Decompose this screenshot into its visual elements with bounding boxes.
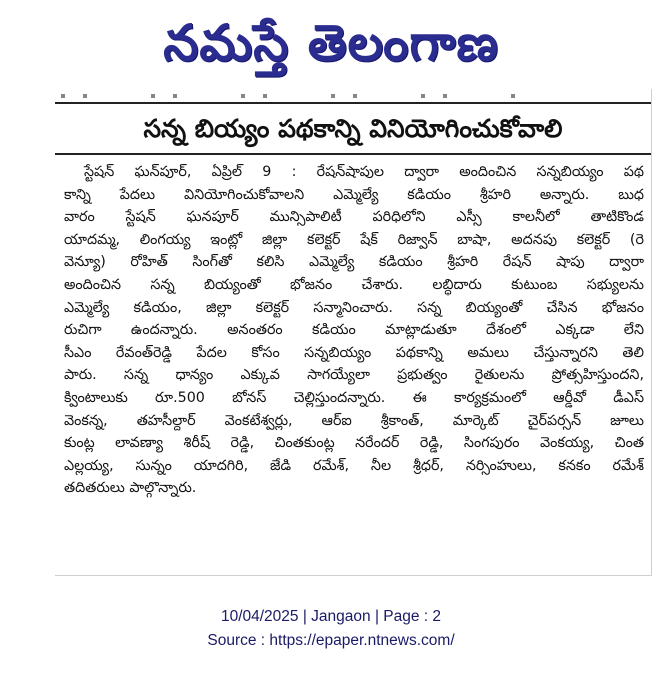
article-line: రుచిగా ఉందన్నారు. అనంతరం కడియం మాట్లాడుతూ దేశంలో ఎక్కడా లేని (64, 322, 644, 339)
article-body (64, 161, 644, 500)
clipping-cut-edge (61, 94, 521, 98)
edition-date-line: 10/04/2025 | Jangaon | Page : 2 (220, 608, 442, 625)
article-line: అందించిన సన్న బియ్యంతో భోజనం చేశారు. లబ్ధిదారు కుటుంబ సభ్యులను (64, 276, 644, 293)
article-line: యాదమ్మ, లింగయ్య ఇంట్లో జిల్లా కలెక్టర్ షేక్ రిజ్వాన్ బాషా, అదనపు కలెక్టర్ (రె (64, 231, 644, 248)
article-line: ఎమ్మెల్యే కడియం, జిల్లా కలెక్టర్ సన్మానించారు. సన్న బియ్యంతో చేసిన భోజనం (64, 299, 644, 316)
article-line: వారం స్టేషన్ ఘనపూర్ మున్సిపాలిటీ పరిధిలోని ఎస్సీ కాలనీలో తాటికొండ (64, 209, 644, 226)
headline-top-rule (55, 102, 651, 104)
article-line: వెన్యూ) రోహిత్ సింగ్‌తో కలిసి ఎమ్మెల్యే కడియం శ్రీహరి రేషన్ షాపు ద్వారా (64, 254, 644, 271)
article-line: క్వింటాలుకు రూ.500 బోనస్ చెల్లిస్తుందన్నారు. ఈ కార్యక్రమంలో ఆర్డీవో డీఎస్ (64, 389, 644, 406)
article-headline: సన్న బియ్యం పథకాన్ని వినియోగించుకోవాలి (143, 114, 563, 143)
article-line: కాన్ని పేదలు వినియోగించుకోవాలని ఎమ్మెల్యే కడియం శ్రీహరి అన్నారు. బుధ (64, 186, 644, 203)
news-clipping (55, 89, 652, 576)
article-line: స్టేషన్ ఘన్‌పూర్, ఏప్రిల్ 9 : రేషన్‌షాపుల ద్వారా అందించిన సన్నబియ్యం పథ (84, 164, 644, 180)
article-line: వెంకన్న, తహసీల్దార్ వెంకటేశ్వర్లు, ఆర్ఐ శ్రీకాంత్, మార్కెట్ చైర్‌పర్సన్ జూలు (64, 412, 644, 429)
article-line: కుంట్ల లావణ్యా శిరీష్ రెడ్డి, చింతకుంట్ల నరేందర్ రెడ్డి, సింగపురం వెంకయ్య, చింత (64, 435, 644, 452)
newspaper-masthead (0, 4, 662, 82)
article-line: పారు. సన్న ధాన్యం ఎక్కువ సాగయ్యేలా ప్రభుత్వం రైతులను ప్రోత్సహిస్తుందని, (64, 367, 644, 384)
masthead-title: నమస్తే తెలంగాణ (163, 13, 499, 72)
headline-bottom-rule (55, 153, 651, 155)
article-line: తదితరులు పాల్గొన్నారు. (64, 480, 197, 497)
article-line: ఎల్లయ్య, సున్నం యాదగిరి, జేడి రమేశ్, నీల శ్రీధర్, నర్సింహులు, కనకం రమేశ్ (64, 457, 644, 474)
article-line: సీఎం రేవంత్‌రెడ్డి పేదల కోసం సన్నబియ్యం పథకాన్ని అమలు చేస్తున్నారని తెలి (64, 344, 644, 361)
source-line: Source : https://epaper.ntnews.com/ (207, 632, 455, 649)
